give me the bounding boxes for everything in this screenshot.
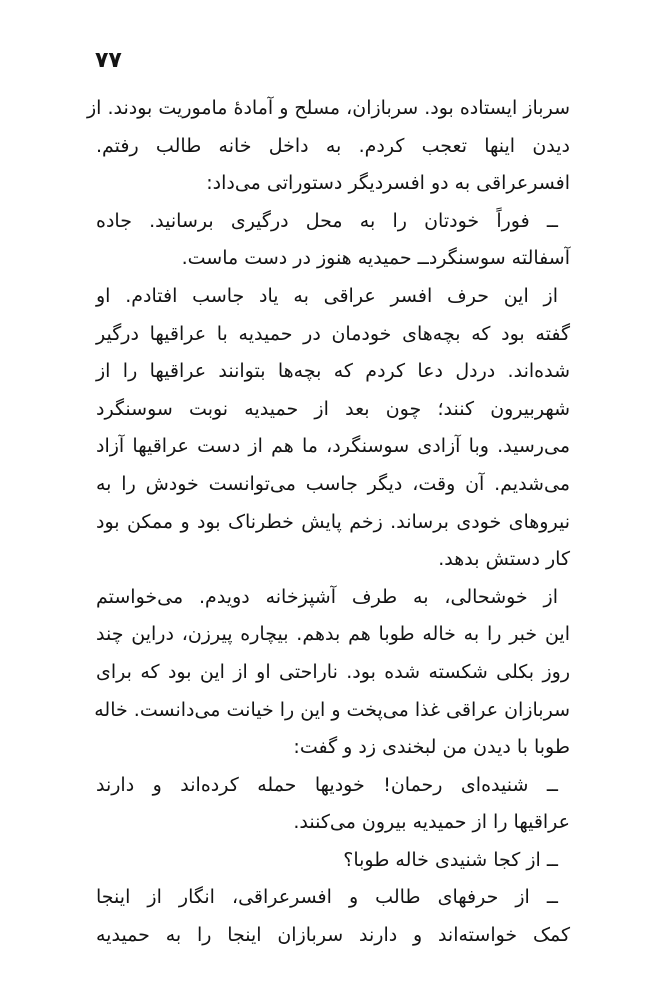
text-line: سربازان عراقی غذا می‌پخت و این را خیانت می‌دانست. خاله — [94, 698, 570, 721]
text-line: کار دستش بدهد. — [438, 548, 570, 571]
text-line: دیدن اینها تعجب کردم. به داخل خانه طالب رفتم. — [96, 134, 570, 157]
text-line: گفته بود که بچه‌های خودمان در حمیدیه با عراقیها درگیر — [96, 322, 570, 345]
text-line: افسرعراقی به دو افسردیگر دستوراتی می‌داد: — [206, 172, 570, 195]
text-line: طوبا با دیدن من لبخندی زد و گفت: — [293, 736, 570, 759]
text-line: شده‌اند. دردل دعا کردم که بچه‌ها بتوانند عراقیها را از — [96, 360, 570, 383]
text-line: ــ فوراً خودتان را به محل درگیری برسانید. جاده — [96, 209, 558, 232]
body-text — [86, 90, 570, 955]
text-line: از این حرف افسر عراقی به یاد جاسب افتادم. او — [96, 284, 558, 307]
text-line: سرباز ایستاده بود. سربازان، مسلح و آمادهٔ ماموریت بودند. از — [86, 97, 570, 119]
text-line: می‌شدیم. آن وقت، دیگر جاسب می‌توانست خودش را به — [96, 472, 570, 495]
page-number: ۷۷ — [95, 48, 122, 73]
text-line: از خوشحالی، به طرف آشپزخانه دویدم. می‌خواستم — [96, 585, 558, 608]
text-line: ــ از کجا شنیدی خاله طوبا؟ — [343, 848, 558, 871]
text-line: کمک خواسته‌اند و دارند سربازان اینجا را به حمیدیه — [96, 924, 570, 947]
text-line: آسفالته سوسنگردــ حمیدیه هنوز در دست ماست. — [181, 247, 570, 270]
text-line: ــ از حرفهای طالب و افسرعراقی، انگار از اینجا — [96, 886, 558, 909]
text-line: این خبر را به خاله طوبا هم بدهم. بیچاره پیرزن، دراین چند — [96, 623, 570, 646]
text-line: شهربیرون کنند؛ چون بعد از حمیدیه نوبت سوسنگرد — [96, 397, 570, 420]
text-line: نیروهای خودی برساند. زخم پایش خطرناک بود و ممکن بود — [96, 510, 570, 533]
text-line: می‌رسید. وبا آزادی سوسنگرد، ما هم از دست عراقیها آزاد — [96, 435, 570, 458]
text-line: عراقیها را از حمیدیه بیرون می‌کنند. — [293, 811, 570, 834]
text-line: ــ شنیده‌ای رحمان! خودیها حمله کرده‌اند و دارند — [96, 773, 558, 796]
text-line: روز بکلی شکسته شده بود. ناراحتی او از این بود که برای — [96, 660, 570, 683]
